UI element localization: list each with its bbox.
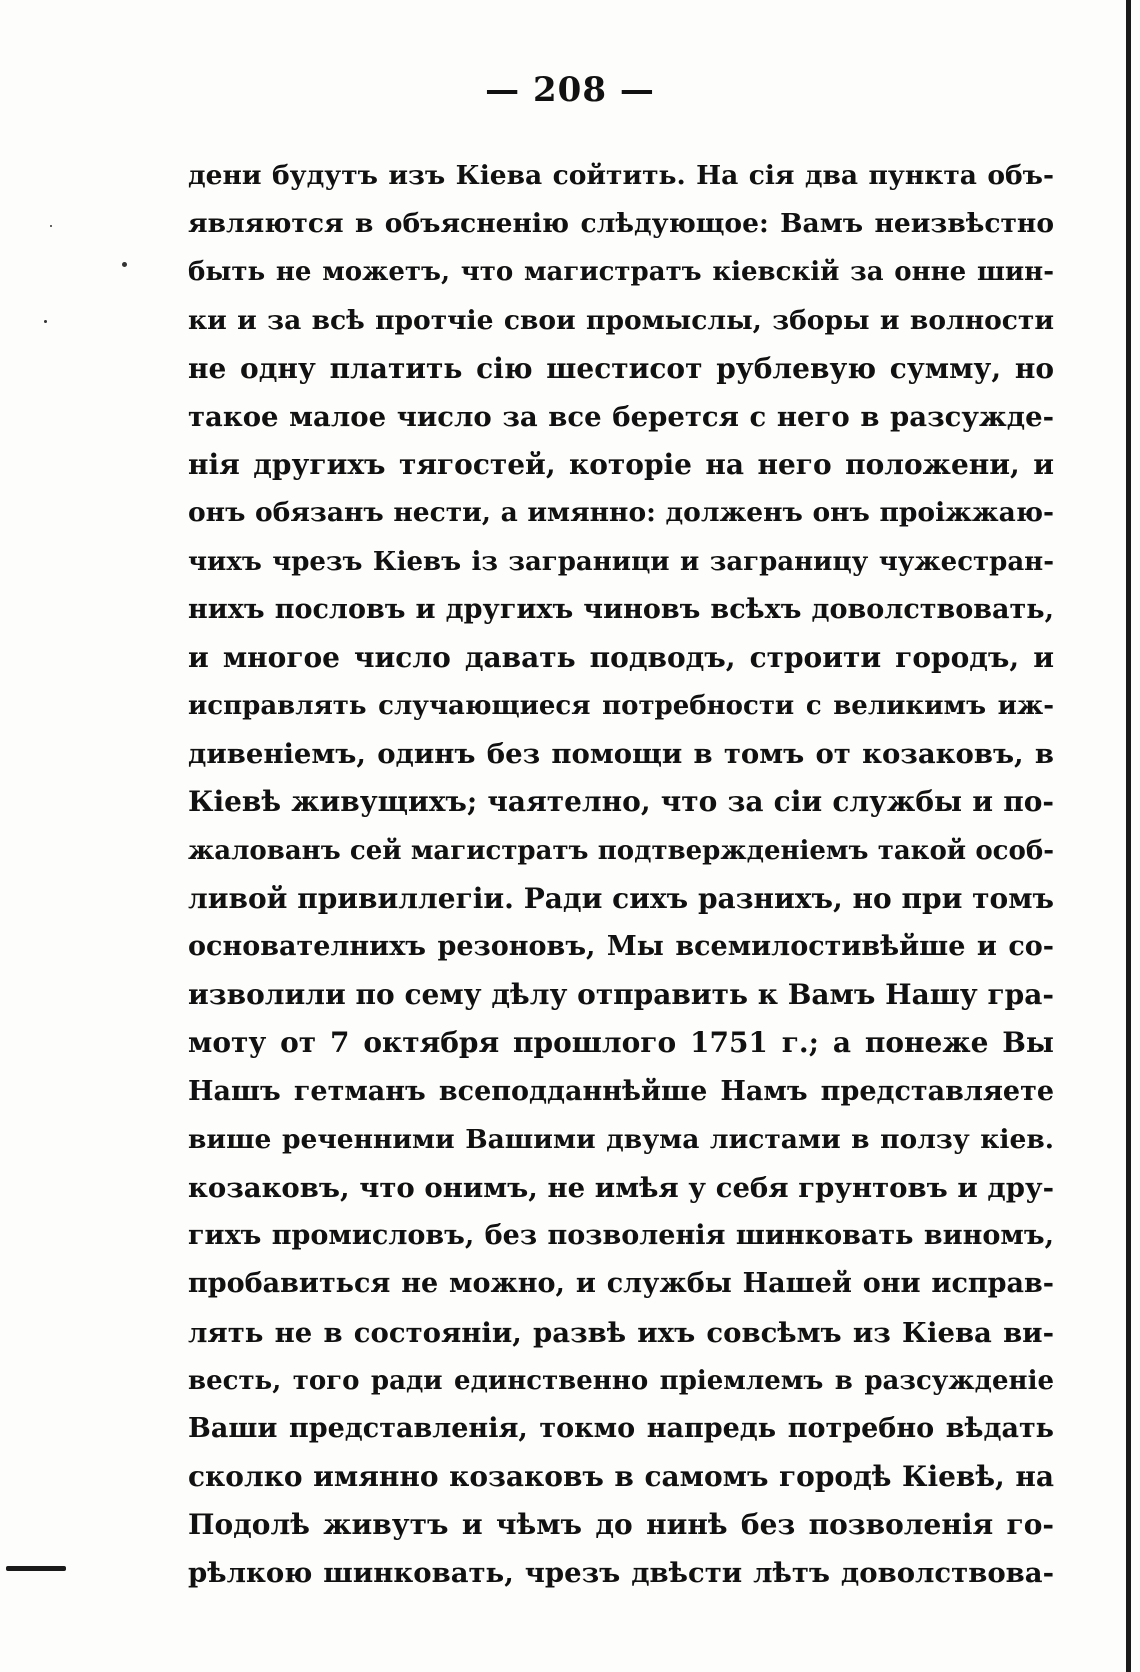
page-number: — 208 — (485, 70, 655, 110)
text-line: исправлять случающиеся потребности с великимъ иж- (188, 691, 1054, 722)
text-line: являются в объясненію слѣдующое: Вамъ неизвѣстно (188, 208, 1054, 240)
text-line: пробавиться не можно, и службы Нашей они исправ- (188, 1268, 1054, 1300)
text-line: нихъ пословъ и другихъ чиновъ всѣхъ доволствовать, (188, 593, 1054, 625)
text-line: быть не можетъ, что магистратъ кіевскій за онне шин- (188, 257, 1054, 288)
text-line: ливой привиллегіи. Ради сихъ разнихъ, но при томъ (188, 881, 1054, 915)
text-line: Кіевѣ живущихъ; чаятелно, что за сіи службы и по- (188, 785, 1054, 819)
text-line: гихъ промисловъ, без позволенія шинковать виномъ, (188, 1220, 1054, 1252)
text-line: Нашъ гетманъ всеподданнѣйше Намъ представляете (188, 1075, 1054, 1107)
text-line: сколко имянно козаковъ в самомъ городѣ Кіевѣ, на (188, 1460, 1054, 1494)
text-line: жалованъ сей магистратъ подтвержденіемъ такой особ- (188, 835, 1054, 866)
text-line: весть, того ради единственно пріемлемъ в разсужденіе (188, 1365, 1054, 1396)
text-line: дивеніемъ, одинъ без помощи в томъ от козаковъ, в (188, 738, 1054, 771)
text-line: моту от 7 октября прошлого 1751 г.; а понеже Вы (188, 1026, 1054, 1060)
text-line: основателнихъ резоновъ, Мы всемилостивѣйше и со- (188, 931, 1054, 962)
page-edge-rule (1126, 0, 1131, 1672)
text-line: не одну платить сію шестисот рублевую сумму, но (188, 351, 1054, 385)
margin-mark (6, 1566, 66, 1571)
text-line: чихъ чрезъ Кіевъ із заграници и заграницу чужестран- (188, 546, 1054, 577)
text-line: више реченними Вашими двума листами в ползу кіев. (188, 1123, 1054, 1155)
text-line: Ваши представленія, токмо напредь потребно вѣдать (188, 1412, 1054, 1444)
text-line: онъ обязанъ нести, а имянно: долженъ онъ проіжжаю- (188, 497, 1054, 529)
body-text (188, 152, 1054, 1598)
text-line: лять не в состояніи, развѣ ихъ совсѣмъ из Кіева ви- (188, 1316, 1054, 1349)
text-line: изволили по сему дѣлу отправить к Вамъ Нашу гра- (188, 978, 1054, 1012)
text-line: ки и за всѣ протчіе свои промыслы, зборы и волности (188, 304, 1054, 336)
margin-speck (122, 262, 127, 267)
text-line: дени будутъ изъ Кіева сойтить. На сія два пункта объ- (188, 160, 1054, 191)
text-line: козаковъ, что онимъ, не имѣя у себя грунтовъ и дру- (188, 1171, 1054, 1204)
margin-speck (50, 225, 52, 227)
text-line: нія другихъ тягостей, которіе на него положени, и (188, 448, 1054, 482)
text-line: рѣлкою шинковать, чрезъ двѣсти лѣтъ доволствова- (188, 1557, 1054, 1590)
margin-speck (44, 320, 47, 323)
text-line: Подолѣ живутъ и чѣмъ до нинѣ без позволенія го- (188, 1508, 1054, 1542)
text-line: такое малое число за все берется с него в разсужде- (188, 400, 1054, 433)
text-line: и многое число давать подводъ, строити городъ, и (188, 640, 1054, 674)
